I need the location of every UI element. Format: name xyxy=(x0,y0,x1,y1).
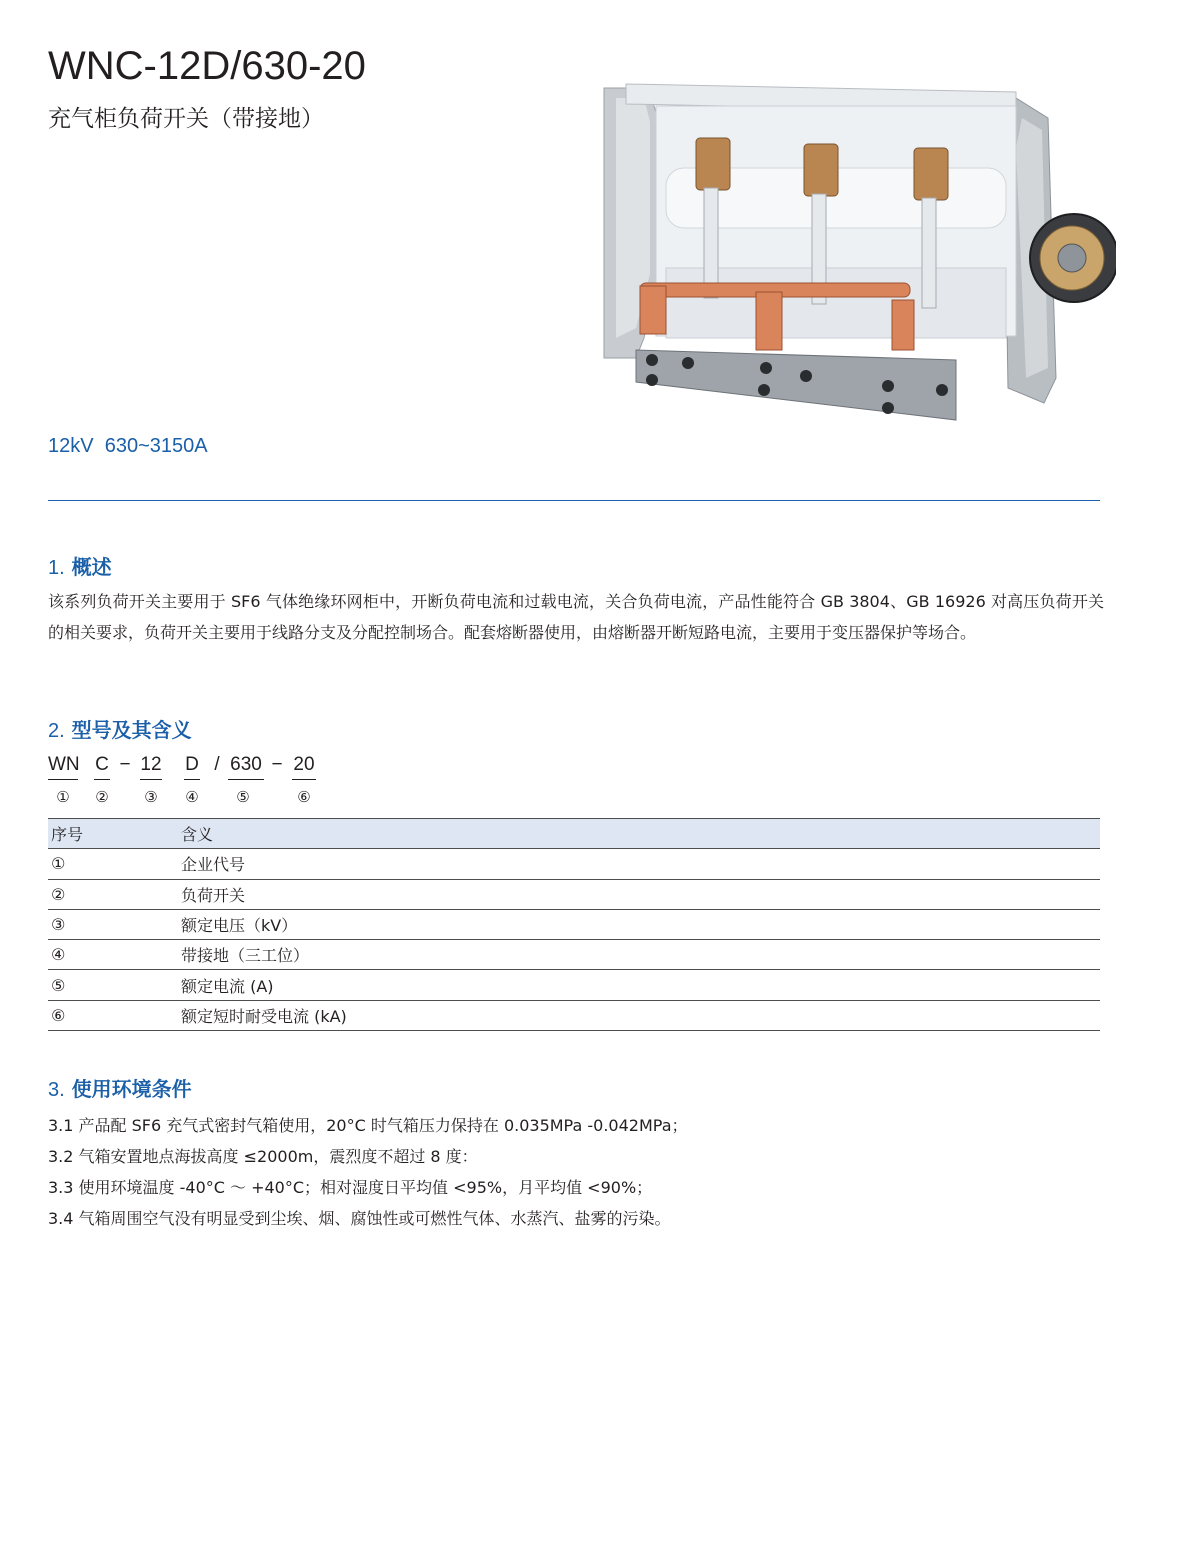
code-separator: − xyxy=(119,754,131,775)
column-header-index: 序号 xyxy=(48,819,178,849)
code-segment: 12 xyxy=(140,754,162,780)
section-number: 3. xyxy=(48,1079,65,1101)
table-cell-index: ⑤ xyxy=(48,970,178,1000)
section-title: 使用环境条件 xyxy=(71,1077,192,1101)
section-title: 概述 xyxy=(71,555,112,579)
table-header-row xyxy=(48,819,1100,849)
model-meaning-table xyxy=(48,818,1100,1031)
position-number: ② xyxy=(95,788,109,806)
code-segment: 630 xyxy=(228,754,264,780)
section-number: 1. xyxy=(48,557,65,579)
section-title: 型号及其含义 xyxy=(71,718,192,742)
table-row xyxy=(48,1000,1100,1030)
table-cell-meaning: 负荷开关 xyxy=(178,879,1100,909)
position-number: ⑤ xyxy=(236,788,250,806)
section-heading-environment xyxy=(48,1073,192,1102)
code-segment: D xyxy=(184,754,200,780)
table-row xyxy=(48,970,1100,1000)
code-separator: − xyxy=(271,754,283,775)
environment-item: 3.3 使用环境温度 -40°C ～ +40°C；相对湿度日平均值 <95%，月平均值 <90%； xyxy=(48,1178,653,1197)
environment-item: 3.2 气箱安置地点海拔高度 ≤2000m，震烈度不超过 8 度： xyxy=(48,1147,478,1166)
header-divider xyxy=(48,500,1100,501)
position-number: ⑥ xyxy=(297,788,311,806)
section-heading-overview xyxy=(48,551,112,580)
table-cell-index: ③ xyxy=(48,909,178,939)
overview-paragraph: 该系列负荷开关主要用于 SF6 气体绝缘环网柜中，开断负荷电流和过载电流，关合负荷电流，产品性能符合 GB 3804、GB 16926 对高压负荷开关的相关要求，负荷开关主要用于线路分支及分配控制场合。配套熔断器使用，由熔断器开断短路电流，主要用于变压器保护等场合。 xyxy=(48,592,1104,642)
table-cell-meaning: 带接地（三工位） xyxy=(178,940,1100,970)
table-cell-index: ② xyxy=(48,879,178,909)
environment-item: 3.4 气箱周围空气没有明显受到尘埃、烟、腐蚀性或可燃性气体、水蒸汽、盐雾的污染。 xyxy=(48,1209,671,1228)
environment-item: 3.1 产品配 SF6 充气式密封气箱使用，20°C 时气箱压力保持在 0.035MPa -0.042MPa； xyxy=(48,1116,688,1135)
page-subtitle: 充气柜负荷开关（带接地） xyxy=(48,106,324,132)
code-segment: C xyxy=(94,754,110,780)
code-segment: WN xyxy=(48,754,78,780)
table-cell-index: ④ xyxy=(48,940,178,970)
product-image xyxy=(596,78,1116,428)
section-heading-model xyxy=(48,714,192,743)
table-cell-meaning: 额定电压（kV） xyxy=(178,909,1100,939)
code-segment: 20 xyxy=(292,754,316,780)
section-number: 2. xyxy=(48,720,65,742)
code-separator: / xyxy=(214,754,220,775)
table-cell-meaning: 额定短时耐受电流 (kA) xyxy=(178,1000,1100,1030)
table-row xyxy=(48,849,1100,879)
position-number: ④ xyxy=(185,788,199,806)
table-cell-index: ⑥ xyxy=(48,1000,178,1030)
table-row xyxy=(48,879,1100,909)
position-number: ① xyxy=(56,788,70,806)
table-cell-meaning: 企业代号 xyxy=(178,849,1100,879)
page-title: WNC-12D/630-20 xyxy=(48,44,366,88)
column-header-meaning: 含义 xyxy=(178,819,1100,849)
position-number: ③ xyxy=(144,788,158,806)
table-cell-index: ① xyxy=(48,849,178,879)
table-cell-meaning: 额定电流 (A) xyxy=(178,970,1100,1000)
table-row xyxy=(48,909,1100,939)
table-row xyxy=(48,940,1100,970)
rating-text: 12kV 630~3150A xyxy=(48,435,208,457)
